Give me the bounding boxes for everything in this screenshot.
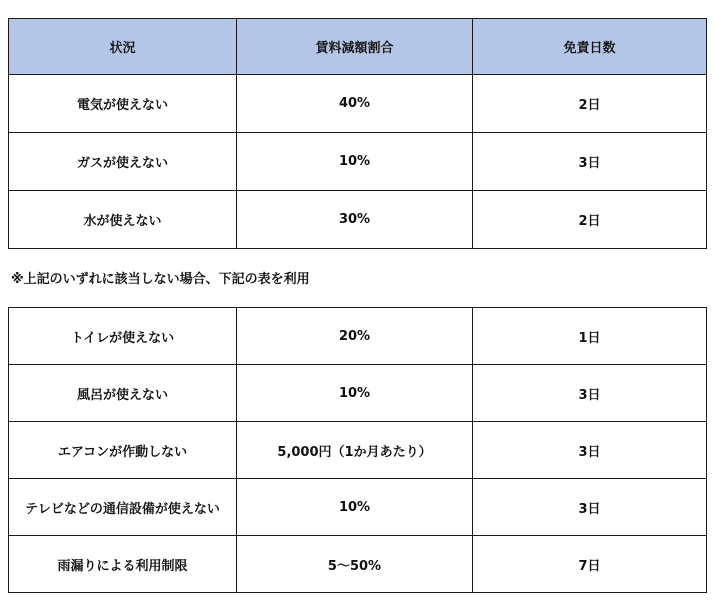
table-row [9,536,707,593]
table-row [9,422,707,479]
table-row [9,479,707,536]
cell-situation: 水が使えない [9,191,237,249]
header-situation: 状況 [9,19,237,75]
cell-reduction-rate: 20% [237,308,473,365]
header-reduction-rate: 賃料減額割合 [237,19,473,75]
rent-reduction-table [8,18,707,249]
cell-exempt-days: 3日 [473,422,707,479]
cell-reduction-rate: 5,000円（1か月あたり） [237,422,473,479]
cell-reduction-rate: 10% [237,479,473,536]
table-row [9,133,707,191]
cell-reduction-rate: 10% [237,133,473,191]
cell-reduction-rate: 30% [237,191,473,249]
cell-situation: エアコンが作動しない [9,422,237,479]
additional-reduction-table [8,307,707,593]
cell-exempt-days: 3日 [473,479,707,536]
cell-situation: 風呂が使えない [9,365,237,422]
header-exempt-days: 免責日数 [473,19,707,75]
cell-reduction-rate: 40% [237,75,473,133]
cell-reduction-rate: 5～50% [237,536,473,593]
cell-situation: ガスが使えない [9,133,237,191]
cell-situation: トイレが使えない [9,308,237,365]
cell-exempt-days: 3日 [473,133,707,191]
note-text: ※上記のいずれに該当しない場合、下記の表を利用 [11,272,310,287]
cell-exempt-days: 3日 [473,365,707,422]
table-row [9,365,707,422]
cell-situation: 雨漏りによる利用制限 [9,536,237,593]
cell-situation: テレビなどの通信設備が使えない [9,479,237,536]
cell-exempt-days: 2日 [473,75,707,133]
table-row [9,308,707,365]
table-row [9,75,707,133]
cell-exempt-days: 1日 [473,308,707,365]
table-row [9,191,707,249]
table-header-row [9,19,707,75]
cell-exempt-days: 2日 [473,191,707,249]
cell-exempt-days: 7日 [473,536,707,593]
cell-situation: 電気が使えない [9,75,237,133]
cell-reduction-rate: 10% [237,365,473,422]
